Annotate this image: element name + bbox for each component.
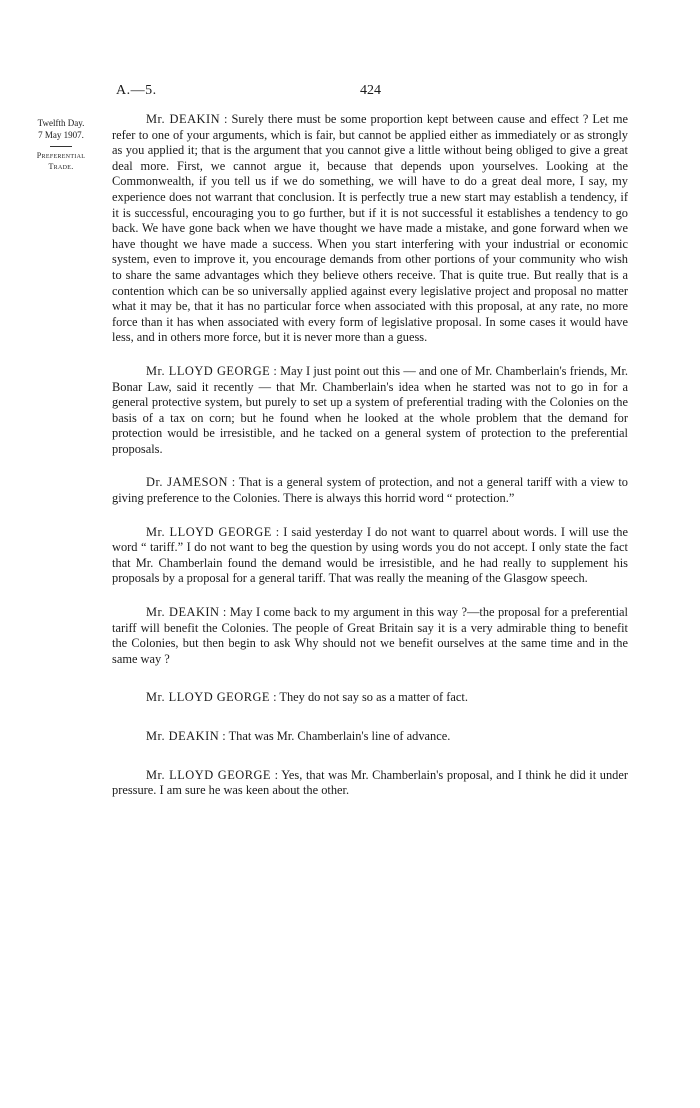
speech-paragraph — [112, 364, 628, 458]
speech-text: : May I just point out this — and one of Mr. Chamberlain's friends, Mr. Bonar Law, said it recently — that Mr. Chamberlain's idea when he started was not to go in for a general protective system, but purely to set up a system of preferential trading with the Colonies on the basis of a tax on corn; but he found when he looked at the whole problem that the demand for protection would be irresistible, and he tacked on a general system of protection to the preferential proposals. — [112, 363, 628, 456]
speech-text: : May I come back to my argument in this way ?—the proposal for a preferential tariff will benefit the Colonies. The people of Great Britain say it is a very admirable thing to benefit the Colonies, but then begin to ask Why should not we benefit ourselves at the same time and in the same way ? — [112, 605, 628, 666]
speaker-name: Mr. DEAKIN — [146, 729, 220, 743]
speech-paragraph — [112, 475, 628, 506]
speech-paragraph — [112, 729, 628, 745]
margin-notes — [20, 117, 102, 172]
margin-subject-line-2: Trade. — [48, 162, 74, 171]
page-number: 424 — [360, 83, 381, 98]
speech-text: : Yes, that was Mr. Chamberlain's proposal, and I think he did it under pressure. I am sure he was keen about the other. — [112, 767, 628, 798]
speech-text: : I said yesterday I do not want to quarrel about words. I will use the word “ tariff.” I do not want to beg the question by using words you do not accept. I only state the fact that Mr. Chamberlain found the demand would be irresistible, and he had really to supplement his proposals by a proposal for a general tariff. That was really the meaning of the Glasgow speech. — [112, 524, 628, 586]
speaker-name: Dr. JAMESON — [146, 475, 228, 490]
page-header — [116, 83, 606, 103]
margin-date: 7 May 1907. — [38, 130, 84, 140]
speech-paragraph — [112, 525, 628, 587]
speech-paragraph — [112, 768, 628, 799]
speech-text: : That is a general system of protection, and not a general tariff with a view to giving preference to the Colonies. There is always this horrid word “ protection.” — [112, 475, 628, 506]
speaker-name: Mr. LLOYD GEORGE — [146, 767, 272, 782]
speaker-name: Mr. DEAKIN — [146, 605, 220, 620]
speech-paragraph — [112, 690, 628, 706]
document-reference: A.—5. — [116, 83, 157, 98]
speaker-name: Mr. LLOYD GEORGE — [146, 524, 272, 539]
speech-paragraph — [112, 112, 628, 346]
speech-text: : That was Mr. Chamberlain's line of advance. — [219, 729, 451, 743]
body-text — [112, 112, 628, 799]
margin-rule — [50, 146, 72, 147]
margin-day: Twelfth Day. — [37, 118, 85, 128]
speaker-name: Mr. DEAKIN — [146, 112, 221, 126]
speech-paragraph — [112, 605, 628, 667]
speech-text: : Surely there must be some proportion kept between cause and effect ? Let me refer to one of your arguments, which is fair, but cannot be applied either as immediately or as strongly as you applied it; that is the argument that you cannot give a little without being obliged to give a great deal more. First, we cannot argue it, because that depends upon yourselves. Looking at the Commonwealth, if you tell us if we do something, we will have to do a great deal more, I say, my experience does not warrant that conclusion. It is perfectly true a new start may establish a tendency, if it is successful, encouraging you to go further, but if it is not successful it establishes a tendency to go back. We have gone back when we have thought we have made a mistake, and gone forward when we have thought we have made a success. When you start interfering with your industrial or economic system, even to improve it, you encourage demands from other portions of your community who wish to share the same advantages which they believe others receive. That is quite true. But really that is a contention which can be so universally applied against every legislative project and proposal no matter what it may be, that it has no particular force when associated with this proposal, at any rate, no more force than it has when associated with every form of legislative proposal. In some cases it would have less, and in others more force, but it is never more than a guess. — [112, 112, 628, 345]
margin-subject-line-1: Preferential — [36, 151, 86, 160]
speaker-name: Mr. LLOYD GEORGE — [146, 690, 270, 705]
speaker-name: Mr. LLOYD GEORGE — [146, 363, 271, 378]
speech-text: : They do not say so as a matter of fact. — [269, 690, 468, 705]
